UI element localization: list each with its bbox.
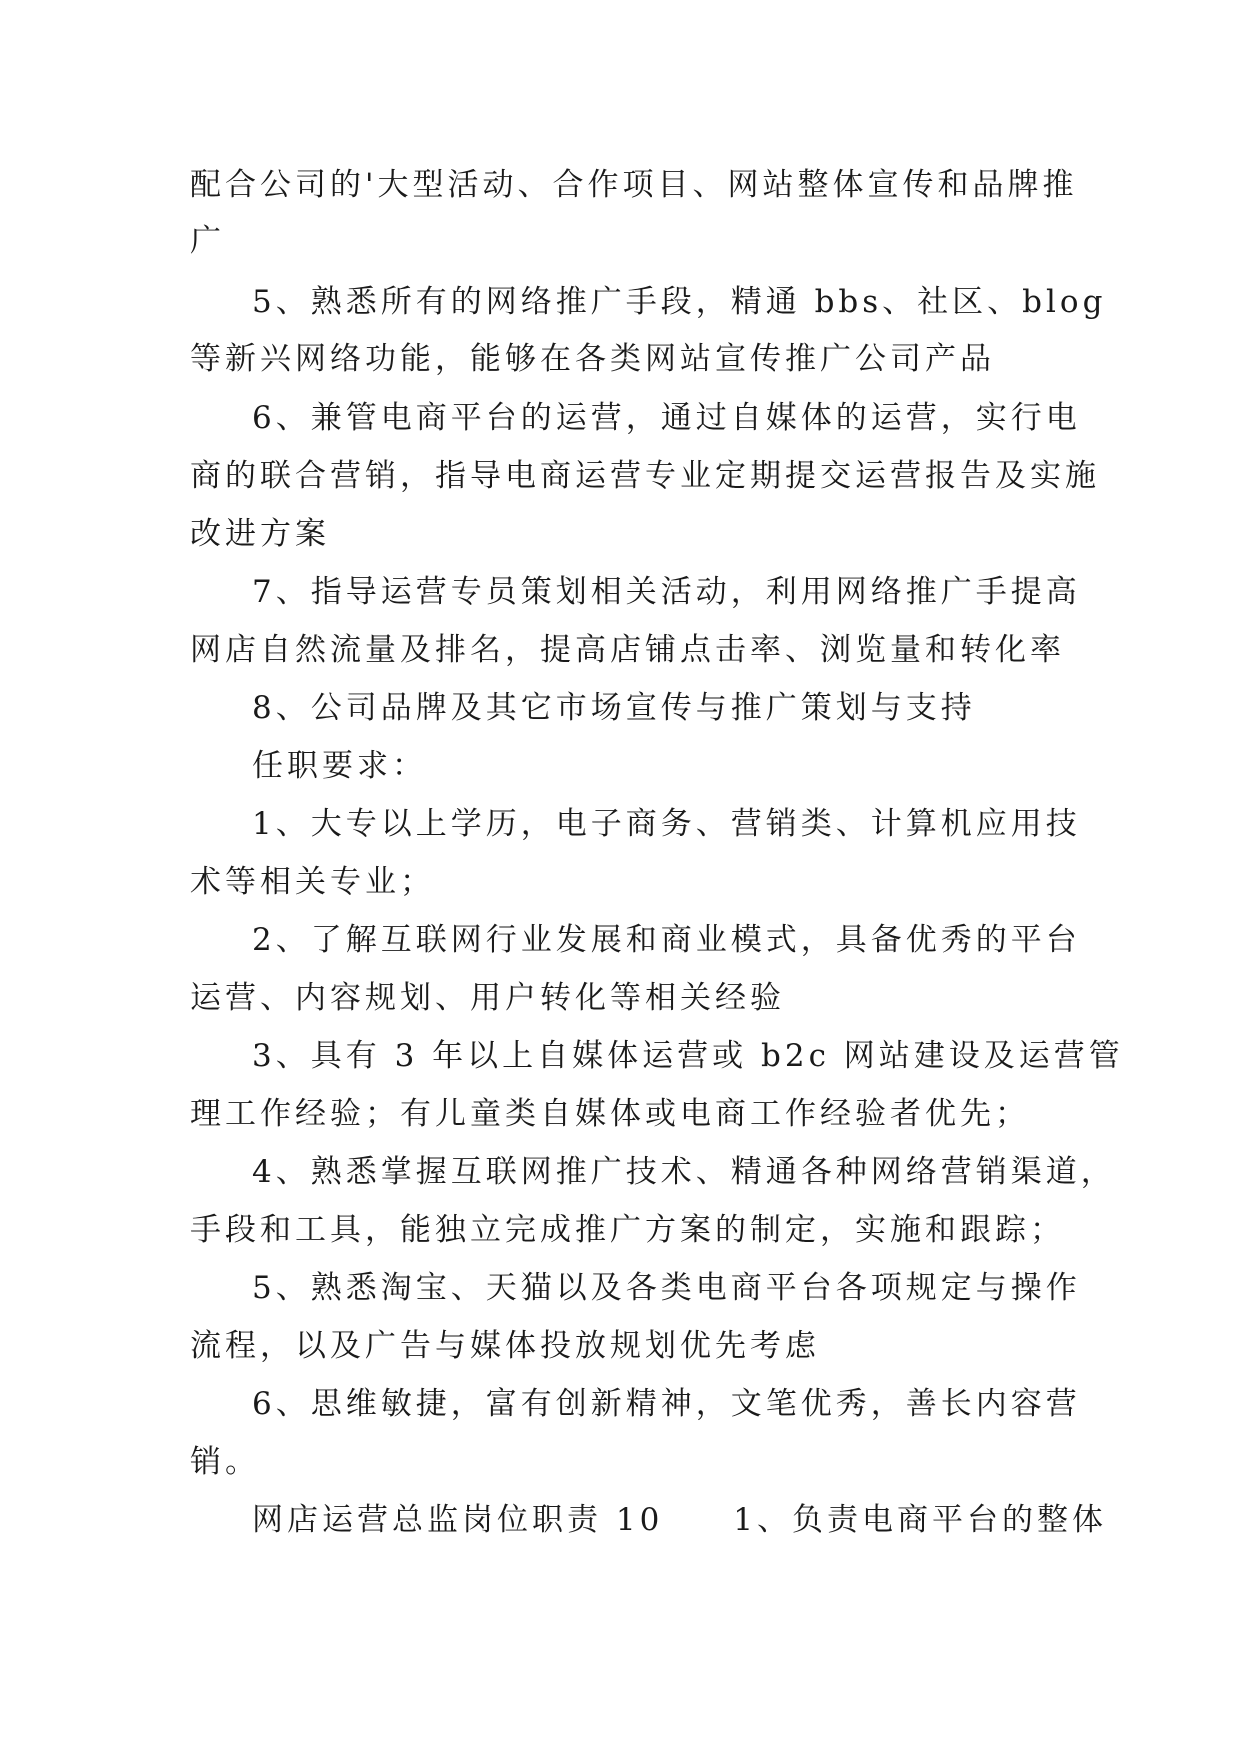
- text-line: 6、兼管电商平台的运营，通过自媒体的运营，实行电: [252, 400, 1081, 436]
- text-line: 流程，以及广告与媒体投放规划优先考虑: [190, 1328, 820, 1364]
- text-line: 理工作经验；有儿童类自媒体或电商工作经验者优先；: [190, 1096, 1030, 1132]
- text-line: 广: [190, 223, 225, 259]
- text-line: 6、思维敏捷，富有创新精神，文笔优秀，善长内容营: [252, 1386, 1081, 1422]
- text-line: 1、大专以上学历，电子商务、营销类、计算机应用技: [252, 806, 1081, 842]
- text-line: 手段和工具，能独立完成推广方案的制定，实施和跟踪；: [190, 1212, 1065, 1248]
- text-line: 改进方案: [190, 516, 330, 552]
- text-line: 8、公司品牌及其它市场宣传与推广策划与支持: [252, 690, 976, 726]
- text-line: 7、指导运营专员策划相关活动，利用网络推广手提高: [252, 574, 1081, 610]
- text-line: 2、了解互联网行业发展和商业模式，具备优秀的平台: [252, 922, 1081, 958]
- section-heading: 任职要求：: [252, 748, 427, 784]
- text-line: 术等相关专业；: [190, 864, 435, 900]
- text-line: 5、熟悉淘宝、天猫以及各类电商平台各项规定与操作: [252, 1270, 1081, 1306]
- text-line: 等新兴网络功能，能够在各类网站宣传推广公司产品: [190, 341, 995, 377]
- text-line: 5、熟悉所有的网络推广手段，精通 bbs、社区、blog: [252, 284, 1107, 320]
- text-line: 3、具有 3 年以上自媒体运营或 b2c 网站建设及运营管: [252, 1038, 1124, 1074]
- text-line: 商的联合营销，指导电商运营专业定期提交运营报告及实施: [190, 458, 1100, 494]
- text-line: 销。: [190, 1444, 260, 1480]
- section-title-line: 网店运营总监岗位职责 10 1、负责电商平台的整体: [252, 1502, 1108, 1538]
- text-line: 4、熟悉掌握互联网推广技术、精通各种网络营销渠道，: [252, 1154, 1116, 1190]
- text-line: 运营、内容规划、用户转化等相关经验: [190, 980, 785, 1016]
- text-line: 配合公司的'大型活动、合作项目、网站整体宣传和品牌推: [190, 167, 1078, 203]
- text-line: 网店自然流量及排名，提高店铺点击率、浏览量和转化率: [190, 632, 1065, 668]
